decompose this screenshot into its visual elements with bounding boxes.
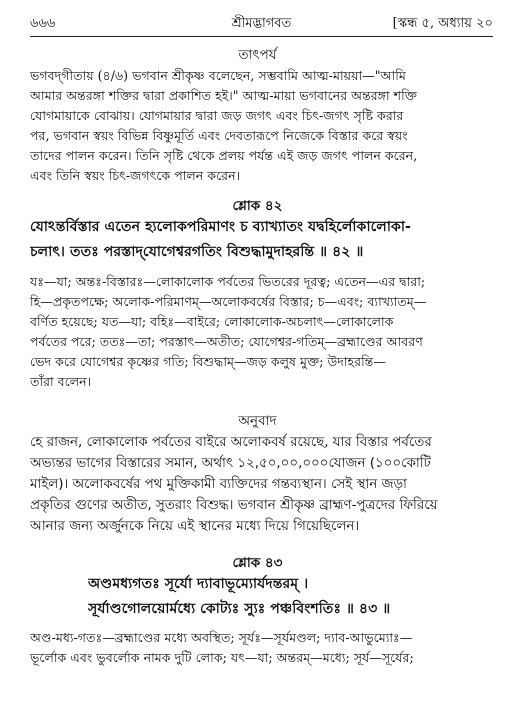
verse-42-line: যোঽন্তর্বিস্তার এতেন হ্যলোকপরিমাণং চ ব্যাখ্যাতং যদ্বহির্লোকালোকা- [30, 219, 411, 235]
purport-text [30, 66, 493, 186]
verse-42-synonyms [30, 272, 493, 392]
purport-line: এবং তিনি স্বয়ং চিৎ-জগৎকে পালন করেন। [30, 168, 241, 183]
synonym-line: বর্ণিত হয়েছে; যত—যা; বহিঃ—বাইরে; লোকালোক-অচলাৎ—লোকালোক [30, 314, 394, 329]
header-rule [30, 36, 493, 37]
purport-line: পর, ভগবান স্বয়ং বিভিন্ন বিষ্ণুমূর্তি এবং দেবতারূপে নিজেকে বিস্তার করে স্বয়ং [30, 128, 408, 143]
translation-line: আনার জন্য অর্জুনকে নিয়ে এই স্থানের মধ্যে দিয়ে গিয়েছিলেন। [30, 519, 360, 534]
verse-43-line: সূর্যাণ্ডগোলয়োর্মধ্যে কোট্যঃ স্যুঃ পঞ্চবিংশতিঃ ॥ ৪৩ ॥ [88, 601, 391, 617]
verse-43-heading: শ্লোক ৪৩ [232, 555, 283, 571]
synonym-line: অণ্ড-মধ্য-গতঃ—ব্রহ্মাণ্ডের মধ্যে অবস্থিত; সূর্যঃ—সূর্যমণ্ডল; দ্যাব-আভুম্যোঃ— [30, 630, 413, 645]
synonym-line: ভেদ করে যোগেশ্বর কৃষ্ণের গতি; বিশুদ্ধাম্‌—জড় কলুষ মুক্ত; উদাহরন্তি— [30, 354, 386, 369]
book-title: শ্রীমদ্ভাগবত [231, 16, 292, 31]
translation-line: প্রকৃতির গুণের অতীত, সুতরাং বিশুদ্ধ। ভগবান শ্রীকৃষ্ণ ব্রাহ্মণ-পুত্রদের ফিরিয়ে [30, 498, 438, 513]
purport-line: আমার অন্তরঙ্গা শক্তির দ্বারা প্রকাশিত হই।" আত্ম-মায়া ভগবানের অন্তরঙ্গা শক্তি [30, 88, 417, 103]
synonym-line: তাঁরা বলেন। [30, 374, 92, 389]
synonym-line: ভূর্লোক এবং ভুবর্লোক নামক দুটি লোক; যৎ—যা; অন্তরম্‌—মধ্যে; সূর্য—সূর্যের; [30, 650, 414, 665]
translation-line: অভ্যন্তর ভাগের বিস্তারের সমান, অর্থাৎ ১২,৫০,০০,০০০যোজন (১০০কোটি [30, 456, 431, 471]
verse-43-text [30, 572, 493, 622]
translation-line: মাইল)। অলোকবর্ষের পথ মুক্তিকামী ব্যক্তিদের গন্তব্যস্থান। সেই স্থান জড়া [30, 477, 407, 492]
synonym-line: পর্বতের পরে; ততঃ—তা; পরস্তাৎ—অতীত; যোগেশ্বর-গতিম্‌—ব্রহ্মাণ্ডের আবরণ [30, 334, 423, 349]
page-number: ৬৬৬ [30, 16, 56, 31]
verse-42-text [30, 215, 493, 265]
translation-text [30, 432, 493, 537]
purport-heading: তাৎপর্য [238, 47, 277, 63]
purport-line: যোগমায়াকে বোঝায়। যোগমায়ার দ্বারা জড় জগৎ এবং চিৎ-জগৎ সৃষ্টি করার [30, 108, 404, 123]
verse-43-line: অণ্ডমধ্যগতঃ সূর্যো দ্যাবাভূম্যোর্যদন্তরম্‌ । [88, 576, 309, 592]
translation-line: হে রাজন, লোকালোক পর্বতের বাইরে অলোকবর্ষ রয়েছে, যার বিস্তার পর্বতের [30, 435, 432, 450]
synonym-line: যঃ—যা; অন্তঃ-বিস্তারঃ—লোকালোক পর্বতের ভিতরের দূরত্ব; এতেন—এর দ্বারা; [30, 274, 426, 289]
verse-42-line: চলাৎ। ততঃ পরস্তাদ্‌যোগেশ্বরগতিং বিশুদ্ধামুদাহরন্তি ॥ ৪২ ॥ [30, 244, 364, 260]
purport-line: তাদের পালন করেন। তিনি সৃষ্টি থেকে প্রলয় পর্যন্ত এই জড় জগৎ পালন করেন, [30, 148, 418, 163]
translation-heading: অনুবাদ [238, 413, 277, 429]
page-header [30, 14, 493, 32]
verse-43-synonyms [30, 628, 493, 668]
synonym-line: হি—প্রকৃতপক্ষে; অলোক-পরিমাণম্‌—অলোকবর্ষের বিস্তার; চ—এবং; ব্যাখ্যাতম্‌— [30, 294, 427, 309]
chapter-reference: [স্কন্ধ ৫, অধ্যায় ২০ [392, 16, 493, 31]
verse-42-heading: শ্লোক ৪২ [232, 198, 283, 214]
purport-line: ভগবদ্‌গীতায় (৪/৬) ভগবান শ্রীকৃষ্ণ বলেছেন, সম্ভবামি আত্ম-মায়য়া—"আমি [30, 68, 406, 83]
